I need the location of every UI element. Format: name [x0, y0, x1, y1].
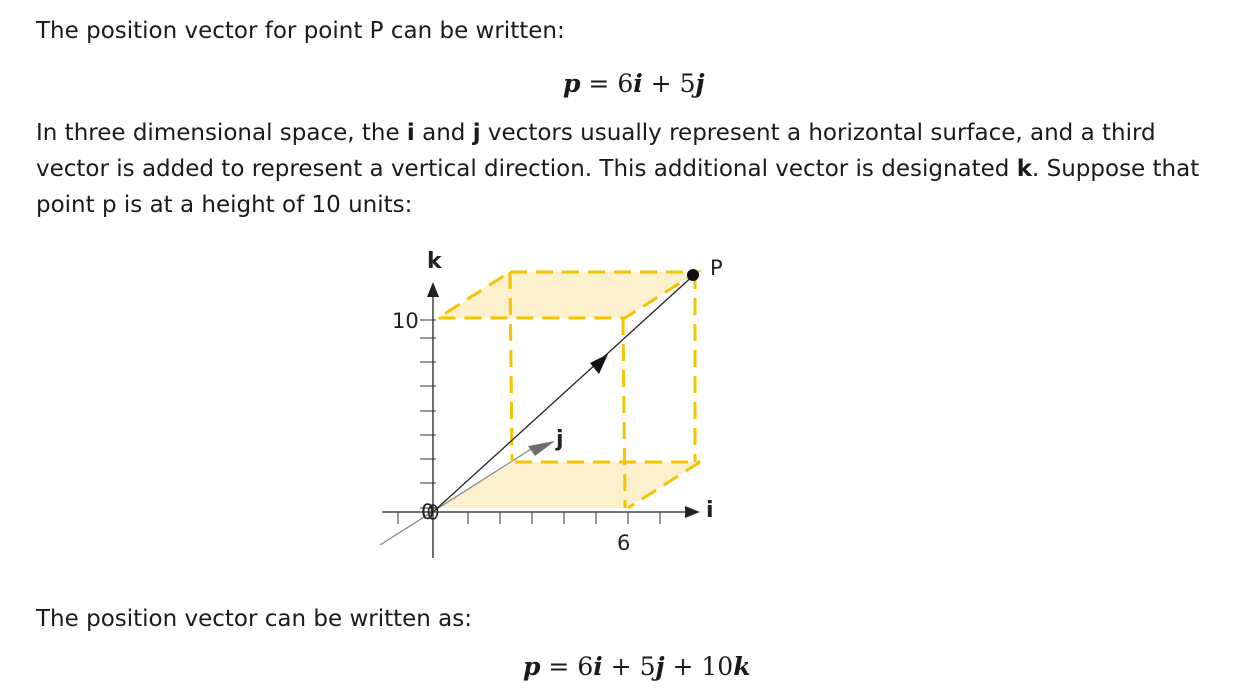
para2-t4: . Suppose that point p is at a height of 10 units: [36, 156, 1200, 218]
point-p-label: P [710, 256, 723, 280]
i-axis-arrow [685, 506, 700, 518]
3d-position-vector-diagram [370, 240, 730, 570]
k-axis-arrow [427, 282, 439, 297]
k-axis-label: k [427, 249, 442, 274]
eq1-v2: j [695, 69, 705, 98]
equation-3d [523, 652, 751, 681]
eq2-v2: j [655, 652, 665, 681]
equation-2d [563, 69, 705, 98]
top-face-fill [438, 272, 697, 318]
eq2-v1: i [593, 652, 603, 681]
origin-label: 0 [421, 500, 435, 524]
j-axis-arrow [528, 441, 555, 456]
k-tick-label-10: 10 [392, 309, 419, 333]
i-axis-label: i [706, 498, 714, 523]
eq1-c1: 6 [617, 69, 634, 98]
eq1-v1: i [633, 69, 643, 98]
para2-j: j [472, 120, 481, 146]
conclusion-text: The position vector can be written as: [36, 606, 473, 632]
eq1-equals: = [580, 69, 618, 98]
intro-text: The position vector for point P can be written: [36, 18, 565, 44]
eq1-c2: 5 [679, 69, 696, 98]
para2-t1: In three dimensional space, the [36, 120, 407, 146]
eq2-op2: + [664, 652, 702, 681]
para2-t3: vectors usually represent a horizontal surface, and a third vector is added to represent a vertical direction. This additional vector is designated [36, 120, 1156, 182]
eq2-equals: = [540, 652, 578, 681]
eq2-lhs: p [523, 652, 541, 681]
para2-t2: and [414, 120, 473, 146]
position-vector-arrow [590, 354, 608, 374]
eq2-v3: k [733, 652, 751, 681]
eq2-op1: + [602, 652, 640, 681]
explanation-paragraph [36, 115, 1206, 223]
para2-i: i [406, 120, 415, 146]
i-tick-label-6: 6 [617, 531, 631, 555]
eq2-c2: 5 [639, 652, 656, 681]
point-p-marker [687, 269, 699, 281]
j-axis-label: j [556, 427, 564, 452]
eq1-op1: + [642, 69, 680, 98]
eq1-lhs: p [563, 69, 581, 98]
para2-k: k [1016, 156, 1032, 182]
eq2-c1: 6 [577, 652, 594, 681]
eq2-c3: 10 [701, 652, 734, 681]
